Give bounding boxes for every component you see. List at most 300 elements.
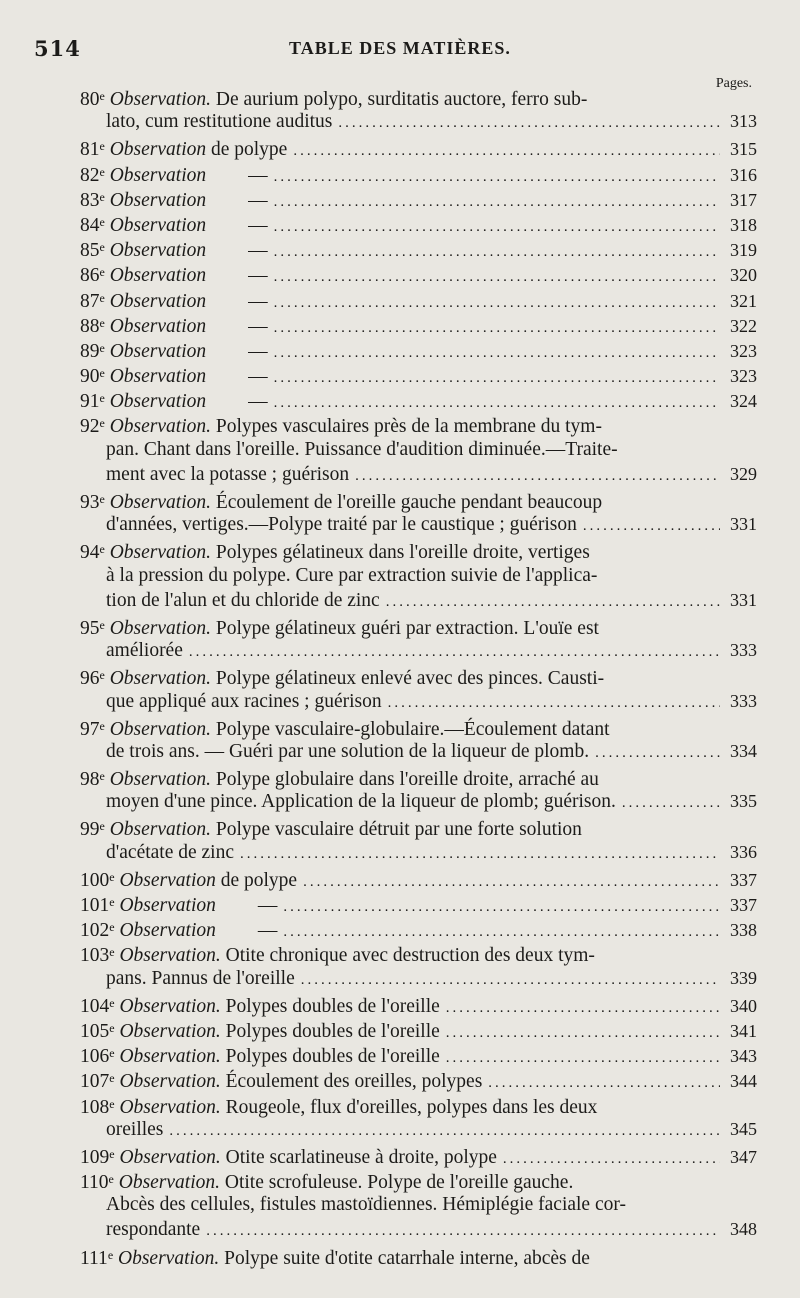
- toc-entry: [0, 411, 800, 487]
- observation-number: [80, 870, 115, 891]
- toc-entry: [0, 915, 800, 940]
- number-value: 99: [80, 819, 100, 841]
- observation-number: [80, 265, 105, 286]
- observation-number: [80, 215, 105, 236]
- page-reference: 322: [730, 315, 757, 336]
- observation-number: [80, 366, 105, 387]
- entry-text: [80, 286, 268, 314]
- page-reference: 336: [730, 841, 757, 862]
- entry-line: [0, 1117, 800, 1142]
- ordinal-suffix: e: [99, 617, 105, 632]
- toc-entry: [0, 185, 800, 210]
- number-value: 88: [80, 315, 100, 337]
- observation-label: Observation: [109, 189, 207, 211]
- toc-entry: [0, 1041, 800, 1066]
- entry-line: [0, 185, 800, 210]
- page-reference: 333: [730, 640, 757, 661]
- observation-number: [80, 719, 105, 740]
- entry-description: Polypes doubles de l'oreille: [225, 1020, 440, 1042]
- observation-label: Observation: [109, 340, 207, 362]
- ditto-dash: —: [248, 391, 268, 413]
- ordinal-suffix: e: [99, 240, 105, 255]
- ordinal-suffix: e: [99, 492, 105, 506]
- observation-label: Observation.: [109, 617, 211, 639]
- entry-text: [106, 689, 382, 714]
- observation-label: Observation: [119, 869, 216, 891]
- entry-description: que appliqué aux racines ; guérison: [106, 690, 382, 712]
- observation-number: [80, 996, 115, 1017]
- entry-description: Otite chronique avec destruction des deux tym-: [225, 945, 595, 967]
- toc-entry: [0, 537, 800, 613]
- number-value: 102: [80, 920, 110, 942]
- entry-text: [80, 361, 268, 389]
- entry-text: [80, 160, 268, 188]
- number-value: 91: [80, 391, 100, 413]
- entry-text: [80, 1142, 497, 1170]
- ditto-dash: —: [248, 265, 268, 287]
- entry-description: Polype gélatineux enlevé avec des pinces. Causti-: [215, 668, 605, 690]
- entry-description: Otite scrofuleuse. Polype de l'oreille gauche.: [224, 1172, 574, 1194]
- entry-description: pan. Chant dans l'oreille. Puissance d'audition diminuée.—Traite-: [106, 438, 618, 460]
- entry-text: [106, 789, 616, 814]
- entry-line: [0, 1192, 800, 1217]
- entry-line: [0, 840, 800, 865]
- number-value: 108: [80, 1096, 110, 1118]
- observation-label: Observation: [109, 315, 207, 337]
- entry-line: [0, 764, 800, 789]
- ordinal-suffix: e: [109, 1020, 115, 1035]
- observation-number: [80, 668, 105, 689]
- ditto-dash: —: [248, 164, 268, 186]
- entry-line: [0, 260, 800, 285]
- number-value: 97: [80, 718, 100, 740]
- entry-line: [0, 991, 800, 1016]
- ordinal-suffix: e: [109, 895, 115, 909]
- number-value: 81: [80, 139, 100, 161]
- observation-number: [80, 1097, 115, 1118]
- entry-text: [106, 563, 714, 588]
- ordinal-suffix: e: [99, 214, 105, 229]
- entry-description: ment avec la potasse ; guérison: [106, 463, 350, 485]
- entry-description: lato, cum restitutione auditus: [106, 111, 333, 133]
- number-value: 100: [80, 869, 110, 891]
- running-title: TABLE DES MATIÈRES.: [289, 38, 511, 58]
- number-value: 94: [80, 542, 100, 564]
- entry-description: d'acétate de zinc: [106, 841, 235, 863]
- entry-text: [106, 840, 234, 865]
- toc-entry: [0, 613, 800, 663]
- entry-text: [80, 1092, 714, 1120]
- entry-description: Abcès des cellules, fistules mastoïdiennes. Hémiplégie faciale cor-: [106, 1194, 626, 1216]
- entry-description: Rougeole, flux d'oreilles, polypes dans les deux: [225, 1096, 598, 1118]
- entry-text: [106, 966, 295, 991]
- entry-text: [80, 1041, 440, 1069]
- page-reference: 324: [730, 391, 757, 412]
- observation-label: Observation.: [109, 416, 211, 438]
- ordinal-suffix: e: [109, 995, 115, 1010]
- entry-text: [106, 1192, 714, 1217]
- ordinal-suffix: e: [99, 265, 105, 280]
- entry-line: [0, 512, 800, 537]
- toc-entry: [0, 940, 800, 990]
- entry-text: [80, 1167, 714, 1195]
- entry-text: [106, 588, 380, 613]
- entry-line: [0, 890, 800, 915]
- entry-line: [0, 638, 800, 663]
- ditto-dash: —: [248, 315, 268, 337]
- dot-leader: [388, 691, 720, 716]
- dot-leader: [189, 640, 720, 665]
- observation-number: [80, 341, 105, 362]
- observation-number: [80, 139, 105, 160]
- dot-leader: [338, 111, 720, 136]
- number-value: 107: [80, 1071, 110, 1093]
- page-reference: 333: [730, 690, 757, 711]
- entry-line: [0, 739, 800, 764]
- entry-line: [0, 437, 800, 462]
- entry-text: [106, 437, 714, 462]
- entry-description: Polypes vasculaires près de la membrane du tym-: [215, 416, 602, 438]
- ordinal-suffix: e: [107, 1247, 114, 1262]
- ordinal-suffix: e: [99, 290, 105, 305]
- page-reference: 343: [730, 1046, 757, 1067]
- entry-text: [106, 1117, 163, 1142]
- toc-entry: [0, 1066, 800, 1091]
- observation-number: [80, 542, 105, 563]
- entry-text: [106, 638, 183, 663]
- page-reference: 339: [730, 967, 757, 988]
- entry-text: [106, 462, 349, 487]
- observation-label: Observation.: [109, 542, 211, 564]
- entry-text: [106, 1217, 200, 1242]
- entry-line: [0, 1041, 800, 1066]
- entry-line: [0, 1217, 800, 1242]
- entry-text: [80, 764, 714, 792]
- observation-label: Observation: [109, 265, 207, 287]
- toc-entry: [0, 1016, 800, 1041]
- observation-label: Observation.: [119, 995, 221, 1017]
- entry-description: de polype: [210, 139, 288, 161]
- observation-number: [80, 1147, 115, 1168]
- observation-number: [80, 920, 115, 941]
- ordinal-suffix: e: [99, 189, 105, 204]
- entry-text: [80, 84, 714, 112]
- entry-text: [80, 915, 277, 943]
- ordinal-suffix: e: [109, 1046, 115, 1061]
- entry-line: [0, 588, 800, 613]
- toc-entry: [0, 487, 800, 537]
- entry-description: Polype globulaire dans l'oreille droite, arraché au: [215, 769, 599, 791]
- entry-description: Polype suite d'otite catarrhale interne, abcès de: [224, 1247, 590, 1269]
- ordinal-suffix: e: [109, 1096, 115, 1111]
- page-reference: 320: [730, 265, 757, 286]
- number-value: 80: [80, 89, 100, 110]
- number-value: 92: [80, 416, 100, 438]
- entry-line: [0, 689, 800, 714]
- number-value: 95: [80, 617, 100, 639]
- page-reference: 347: [730, 1146, 757, 1167]
- page-header: [0, 36, 800, 66]
- toc-entry: [0, 865, 800, 890]
- ditto-dash: —: [257, 920, 278, 942]
- page-reference: 331: [730, 589, 757, 610]
- ordinal-suffix: e: [99, 164, 105, 179]
- observation-number: [80, 416, 105, 437]
- entry-line: [0, 940, 800, 965]
- entry-line: [0, 1243, 800, 1268]
- page-reference: 344: [730, 1071, 757, 1092]
- toc-entry: [0, 84, 800, 134]
- toc-entry: [0, 1092, 800, 1142]
- entry-line: [0, 210, 800, 235]
- page-reference: 348: [730, 1219, 757, 1240]
- entry-line: [0, 1142, 800, 1167]
- entry-description: Écoulement des oreilles, polypes: [225, 1071, 483, 1093]
- observation-label: Observation.: [109, 492, 211, 513]
- page-reference: 340: [730, 995, 757, 1016]
- entry-line: [0, 336, 800, 361]
- entry-description: de polype: [220, 869, 298, 891]
- ordinal-suffix: e: [109, 920, 115, 935]
- entry-text: [80, 865, 297, 893]
- observation-number: [80, 1248, 113, 1269]
- dot-leader: [240, 842, 720, 867]
- observation-number: [80, 945, 115, 966]
- observation-number: [80, 1071, 115, 1092]
- entry-line: [0, 311, 800, 336]
- ordinal-suffix: e: [99, 340, 105, 355]
- entry-line: [0, 411, 800, 436]
- toc-entry: [0, 1167, 800, 1243]
- ditto-dash: —: [248, 290, 268, 312]
- number-value: 96: [80, 668, 100, 690]
- ordinal-suffix: e: [99, 391, 105, 406]
- entry-text: [80, 134, 287, 162]
- ordinal-suffix: e: [109, 1071, 115, 1086]
- number-value: 111: [80, 1247, 108, 1269]
- observation-number: [80, 618, 105, 639]
- entry-line: [0, 613, 800, 638]
- entry-line: [0, 134, 800, 159]
- entry-description: moyen d'une pince. Application de la liqueur de plomb; guérison.: [106, 791, 616, 813]
- number-value: 103: [80, 945, 110, 967]
- number-value: 110: [80, 1172, 109, 1194]
- entry-description: Polype vasculaire détruit par une forte solution: [215, 819, 582, 841]
- entry-description: pans. Pannus de l'oreille: [106, 967, 295, 989]
- dot-leader: [583, 514, 720, 539]
- toc-entry: [0, 890, 800, 915]
- entry-text: [106, 109, 332, 134]
- entry-description: Polype gélatineux guéri par extraction. L'ouïe est: [215, 617, 599, 639]
- observation-label: Observation: [109, 391, 207, 413]
- entry-description: Polypes doubles de l'oreille: [225, 1046, 440, 1068]
- observation-label: Observation: [119, 920, 216, 942]
- toc-entry: [0, 764, 800, 814]
- toc-entry: [0, 714, 800, 764]
- entry-description: De aurium polypo, surditatis auctore, ferro sub-: [215, 89, 588, 110]
- observation-label: Observation.: [109, 89, 211, 110]
- entry-text: [80, 1066, 482, 1094]
- observation-label: Observation.: [109, 718, 211, 740]
- entry-text: [80, 336, 268, 364]
- observation-label: Observation: [109, 366, 207, 388]
- pages-column-label: Pages.: [715, 76, 752, 91]
- entry-text: [80, 1016, 440, 1044]
- entry-description: Écoulement de l'oreille gauche pendant beaucoup: [215, 492, 603, 513]
- entry-text: [80, 940, 714, 968]
- entry-text: [80, 537, 714, 565]
- ordinal-suffix: e: [99, 416, 105, 431]
- ditto-dash: —: [257, 895, 278, 916]
- dot-leader: [301, 968, 720, 993]
- observation-label: Observation.: [119, 1046, 221, 1068]
- ordinal-suffix: e: [99, 542, 105, 557]
- observation-label: Observation: [119, 895, 216, 916]
- toc-entry: [0, 286, 800, 311]
- observation-label: Observation.: [119, 1020, 221, 1042]
- entry-text: [80, 714, 714, 742]
- ordinal-suffix: e: [99, 89, 105, 103]
- page-reference: 329: [730, 463, 757, 484]
- observation-label: Observation.: [118, 1247, 220, 1269]
- toc-entry: [0, 386, 800, 411]
- entry-line: [0, 235, 800, 260]
- page-reference: 316: [730, 164, 757, 185]
- toc-entry: [0, 160, 800, 185]
- observation-number: [80, 819, 105, 840]
- page-reference: 318: [730, 214, 757, 235]
- toc-entry: [0, 1243, 800, 1268]
- entry-line: [0, 563, 800, 588]
- ordinal-suffix: e: [99, 315, 105, 330]
- page-reference: 341: [730, 1020, 757, 1041]
- observation-label: Observation.: [109, 668, 211, 690]
- entry-text: [80, 235, 268, 263]
- observation-label: Observation.: [109, 769, 211, 791]
- toc-entry: [0, 134, 800, 159]
- dot-leader: [355, 464, 720, 489]
- number-value: 82: [80, 164, 100, 186]
- ordinal-suffix: e: [109, 1146, 115, 1161]
- page-reference: 337: [730, 895, 757, 915]
- page-reference: 345: [730, 1118, 757, 1139]
- entry-line: [0, 865, 800, 890]
- ordinal-suffix: e: [99, 718, 105, 733]
- toc-entry: [0, 235, 800, 260]
- entry-line: [0, 966, 800, 991]
- page-reference: 317: [730, 189, 757, 210]
- entry-line: [0, 386, 800, 411]
- entry-description: améliorée: [106, 640, 183, 662]
- entry-description: oreilles: [106, 1118, 164, 1140]
- observation-label: Observation.: [119, 1146, 221, 1168]
- observation-number: [80, 316, 105, 337]
- number-value: 89: [80, 340, 100, 362]
- dot-leader: [622, 791, 720, 816]
- observation-label: Observation.: [119, 945, 221, 967]
- number-value: 87: [80, 290, 100, 312]
- toc-entry: [0, 814, 800, 864]
- entry-line: [0, 109, 800, 134]
- ordinal-suffix: e: [109, 945, 115, 960]
- entry-description: respondante: [106, 1219, 201, 1241]
- entry-description: Polype vasculaire-globulaire.—Écoulement datant: [215, 718, 610, 740]
- entry-description: Polypes doubles de l'oreille: [225, 995, 440, 1017]
- entry-text: [80, 210, 268, 238]
- observation-number: [80, 1046, 115, 1067]
- dot-leader: [169, 1119, 720, 1144]
- ditto-dash: —: [248, 366, 268, 388]
- observation-number: [80, 391, 105, 412]
- observation-label: Observation: [109, 164, 207, 186]
- number-value: 106: [80, 1046, 110, 1068]
- toc-entry: [0, 311, 800, 336]
- dot-leader: [595, 741, 720, 766]
- observation-label: Observation: [109, 214, 207, 236]
- number-value: 85: [80, 240, 100, 262]
- observation-label: Observation: [109, 240, 207, 262]
- number-value: 101: [80, 895, 110, 916]
- entry-line: [0, 714, 800, 739]
- number-value: 90: [80, 366, 100, 388]
- entry-text: [80, 260, 268, 288]
- entry-line: [0, 160, 800, 185]
- dot-leader: [206, 1219, 720, 1244]
- entry-text: [80, 991, 440, 1019]
- observation-number: [80, 165, 105, 186]
- number-value: 93: [80, 492, 100, 513]
- ordinal-suffix: e: [99, 769, 105, 784]
- page-reference: 323: [730, 340, 757, 361]
- entry-description: Polypes gélatineux dans l'oreille droite, vertiges: [215, 542, 590, 564]
- entry-description: Otite scarlatineuse à droite, polype: [225, 1146, 497, 1168]
- page-reference: 315: [730, 139, 757, 160]
- observation-label: Observation.: [119, 1071, 221, 1093]
- number-value: 104: [80, 995, 110, 1017]
- ditto-dash: —: [248, 189, 268, 211]
- toc-entry: [0, 336, 800, 361]
- ditto-dash: —: [248, 214, 268, 236]
- entry-text: [80, 1243, 590, 1271]
- entry-text: [80, 411, 714, 439]
- observation-number: [80, 1172, 114, 1193]
- entry-text: [80, 311, 268, 339]
- entry-text: [80, 814, 714, 842]
- ditto-dash: —: [248, 240, 268, 262]
- table-of-contents: [0, 84, 800, 1268]
- entry-text: [106, 739, 589, 764]
- observation-number: [80, 190, 105, 211]
- toc-entry: [0, 663, 800, 713]
- page-reference: 321: [730, 290, 757, 311]
- entry-description: d'années, vertiges.—Polype traité par le caustique ; guérison: [106, 514, 577, 536]
- observation-label: Observation.: [118, 1172, 221, 1194]
- observation-label: Observation.: [119, 1096, 221, 1118]
- number-value: 105: [80, 1020, 110, 1042]
- entry-line: [0, 361, 800, 386]
- observation-number: [80, 769, 105, 790]
- page-reference: 338: [730, 920, 757, 941]
- entry-line: [0, 84, 800, 109]
- toc-entry: [0, 210, 800, 235]
- page-reference: 337: [730, 869, 757, 890]
- page-reference: 319: [730, 240, 757, 261]
- entry-text: [80, 613, 714, 641]
- page-number: 514: [34, 36, 81, 61]
- entry-line: [0, 1167, 800, 1192]
- entry-line: [0, 537, 800, 562]
- observation-label: Observation: [109, 290, 207, 312]
